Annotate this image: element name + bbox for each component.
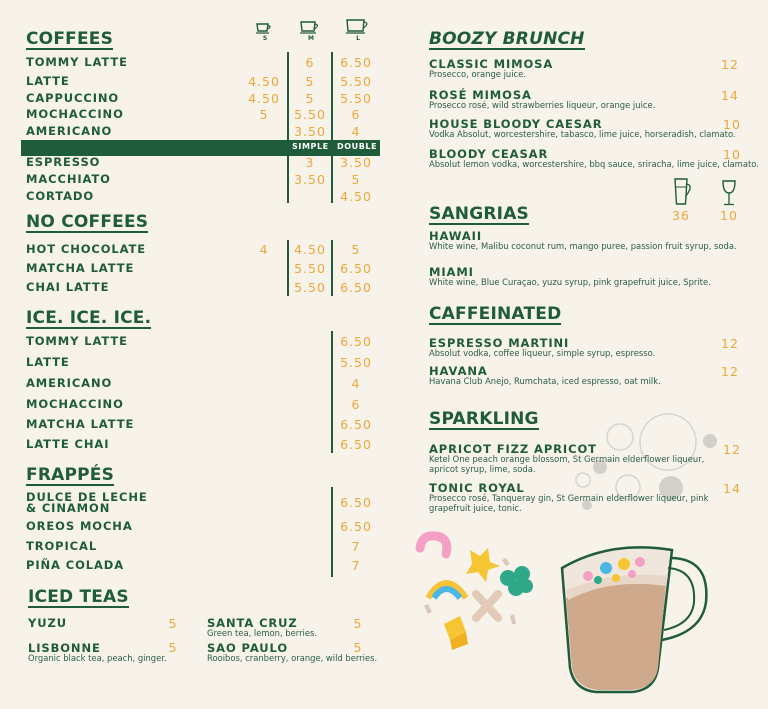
item-description: Green tea, lemon, berries. [207,628,318,638]
price-s: 4.50 [248,74,280,89]
item-name: APRICOT FIZZ APRICOT [429,442,597,456]
divider-line [331,487,333,577]
item-description: Prosecco rosé, Tanqueray gin, St Germain elderflower liqueur, pink grapefruit juice, tonic. [429,493,709,513]
price: 10 [723,117,741,132]
item-name: CHAI LATTE [26,280,110,294]
pitcher-price: 36 [672,208,690,223]
item-name: MATCHA LATTE [26,261,135,275]
price-m: 5.50 [294,107,326,122]
pitcher-icon [670,177,696,207]
price: 5 [168,640,178,655]
price: 5 [168,616,178,631]
item-description: Vodka Absolut, worcestershire, tabasco, lime juice, horseradish, clamato. [429,129,736,139]
item-name: LISBONNE [28,641,101,655]
item-description: Havana Club Anejo, Rumchata, iced espresso, oat milk. [429,376,661,386]
price-m: 5.50 [294,261,326,276]
item-description: Rooibos, cranberry, orange, wild berries. [207,653,378,663]
glass-price: 10 [720,208,738,223]
item-description: White wine, Malibu coconut rum, mango puree, passion fruit syrup, soda. [429,241,737,251]
item-description: Prosecco rosé, wild strawberries liqueur, orange juice. [429,100,656,110]
item-name: CORTADO [26,189,95,203]
boozy-brunch-heading: BOOZY BRUNCH [429,29,585,49]
item-name: MATCHA LATTE [26,417,135,431]
espresso-size-band [21,140,380,156]
price: 10 [723,147,741,162]
price-double: 3.50 [340,155,372,170]
item-name: BLOODY CEASAR [429,147,549,161]
price: 5.50 [340,355,372,370]
price: 12 [721,336,739,351]
price-l: 5.50 [340,74,372,89]
item-name: TOMMY LATTE [26,334,128,348]
price-m: 6 [305,55,315,70]
drink-illustration [410,528,710,706]
item-name: ROSÉ MIMOSA [429,88,532,102]
item-name: OREOS MOCHA [26,519,133,533]
price: 6.50 [340,334,372,349]
item-name-line2: & CINAMON [26,501,111,515]
mug [562,547,706,692]
item-name: TOMMY LATTE [26,55,128,69]
item-name: MOCHACCINO [26,107,124,121]
price: 7 [351,539,361,554]
price: 6 [351,397,361,412]
price: 6.50 [340,417,372,432]
price-m: 4.50 [294,242,326,257]
price-m: 5 [305,74,315,89]
price: 5 [353,640,363,655]
item-name: SAO PAULO [207,641,289,655]
price: 12 [723,442,741,457]
price-l: 5 [351,242,361,257]
large-cup-icon [345,17,373,35]
ice-heading: ICE. ICE. ICE. [26,308,152,328]
item-description: Ketel One peach orange blossom, St Germain elderflower liqueur, apricot syrup, lime, soda. [429,454,705,474]
price-l: 6.50 [340,280,372,295]
price-double: 4.50 [340,189,372,204]
item-name: CAPPUCCINO [26,91,120,105]
price-m: 3.50 [294,124,326,139]
caffeinated-heading: CAFFEINATED [429,304,562,324]
item-name: HAVANA [429,364,488,378]
item-description: Prosecco, orange juice. [429,69,526,79]
small-cup-icon [255,21,275,35]
price: 6.50 [340,437,372,452]
size-m-label: M [308,35,314,42]
item-name: MIAMI [429,265,474,279]
item-description: White wine, Blue Curaçao, yuzu syrup, pink grapefruit juice, Sprite. [429,277,711,287]
item-name: HOUSE BLOODY CAESAR [429,117,603,131]
medium-cup-icon [299,19,323,35]
price-l: 5.50 [340,91,372,106]
price-m: 5.50 [294,280,326,295]
item-name: HOT CHOCOLATE [26,242,147,256]
item-name: HAWAII [429,229,483,243]
frappes-heading: FRAPPÉS [26,465,115,485]
size-l-label: L [356,35,360,42]
coffees-heading: COFFEES [26,29,114,49]
price-s: 5 [259,107,269,122]
price-double: 5 [351,172,361,187]
item-name: AMERICANO [26,376,113,390]
price-m: 5 [305,91,315,106]
no-coffees-heading: NO COFFEES [26,212,149,232]
price: 4 [351,376,361,391]
price: 12 [721,57,739,72]
price-l: 6 [351,107,361,122]
price: 6.50 [340,519,372,534]
price-s: 4.50 [248,91,280,106]
price: 7 [351,558,361,573]
sangrias-heading: SANGRIAS [429,204,529,224]
price-simple: 3.50 [294,172,326,187]
item-name: LATTE [26,355,70,369]
price-l: 4 [351,124,361,139]
item-description: Absolut vodka, coffee liqueur, simple syrup, espresso. [429,348,656,358]
price: 5 [353,616,363,631]
item-name: MACCHIATO [26,172,111,186]
item-name: DULCE DE LECHE [26,490,148,504]
price: 12 [721,364,739,379]
item-description: Absolut lemon vodka, worcestershire, bbq sauce, sriracha, lime juice, clamato. [429,159,759,169]
price-simple: 3 [305,155,315,170]
star-candy [466,548,500,582]
item-name: MOCHACCINO [26,397,124,411]
size-s-label: S [262,35,268,42]
item-name: YUZU [28,616,67,630]
item-name: SANTA CRUZ [207,616,298,630]
price-l: 6.50 [340,55,372,70]
item-name: ESPRESSO MARTINI [429,336,570,350]
price-s: 4 [259,242,269,257]
item-name: PIÑA COLADA [26,558,125,572]
price: 14 [721,88,739,103]
price: 14 [723,481,741,496]
price: 6.50 [340,495,372,510]
item-name: LATTE CHAI [26,437,110,451]
item-name: TROPICAL [26,539,98,553]
iced-teas-heading: ICED TEAS [28,587,129,607]
sparkling-heading: SPARKLING [429,409,539,429]
item-name: LATTE [26,74,70,88]
price-l: 6.50 [340,261,372,276]
clover-candy [500,566,533,596]
item-description: Organic black tea, peach, ginger. [28,653,167,663]
wine-glass-icon [721,179,737,207]
item-name: TONIC ROYAL [429,481,525,495]
simple-label: SIMPLE [292,142,329,151]
double-label: DOUBLE [337,142,378,151]
item-name: ESPRESSO [26,155,101,169]
item-name: CLASSIC MIMOSA [429,57,554,71]
divider-line [331,331,333,453]
item-name: AMERICANO [26,124,113,138]
